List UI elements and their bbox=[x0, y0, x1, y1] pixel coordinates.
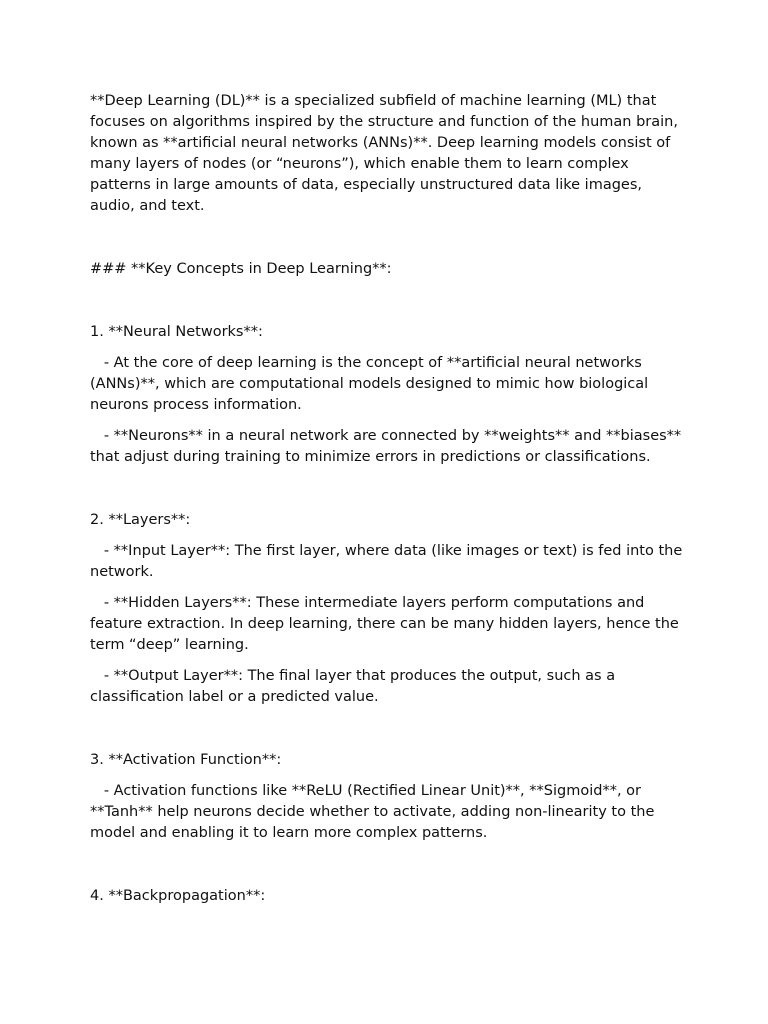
bullet-anns: - At the core of deep learning is the concept of **artificial neural networks (ANNs)**, which are computational models designed to mimic how biological neurons process information. bbox=[90, 355, 653, 413]
bullet-neurons: - **Neurons** in a neural network are connected by **weights** and **biases** that adjust during training to minimize errors in predictions or classifications. bbox=[90, 428, 686, 465]
bullet-input-layer: - **Input Layer**: The first layer, where data (like images or text) is fed into the network. bbox=[90, 543, 687, 580]
bullet-hidden-layers: - **Hidden Layers**: These intermediate layers perform computations and feature extraction. In deep learning, there can be many hidden layers, hence the term “deep” learning. bbox=[90, 595, 684, 653]
intro-paragraph: **Deep Learning (DL)** is a specialized subfield of machine learning (ML) that focuses on algorithms inspired by the structure and function of the human brain, known as **artificial neural networks (ANNs)**. Deep learning models consist of many layers of nodes (or “neurons”), which enable them to learn complex patterns in large amounts of data, especially unstructured data like images, audio, and text. bbox=[90, 93, 683, 214]
item-title-backpropagation: 4. **Backpropagation**: bbox=[90, 888, 266, 904]
item-title-activation-function: 3. **Activation Function**: bbox=[90, 752, 282, 768]
section-heading: ### **Key Concepts in Deep Learning**: bbox=[90, 261, 392, 277]
bullet-output-layer: - **Output Layer**: The final layer that produces the output, such as a classification label or a predicted value. bbox=[90, 668, 620, 705]
item-title-neural-networks: 1. **Neural Networks**: bbox=[90, 324, 263, 340]
bullet-activation-functions: - Activation functions like **ReLU (Rectified Linear Unit)**, **Sigmoid**, or **Tanh** help neurons decide whether to activate, adding non-linearity to the model and enabling it to learn more complex patterns. bbox=[90, 783, 659, 841]
item-title-layers: 2. **Layers**: bbox=[90, 512, 191, 528]
document-body bbox=[90, 91, 690, 917]
